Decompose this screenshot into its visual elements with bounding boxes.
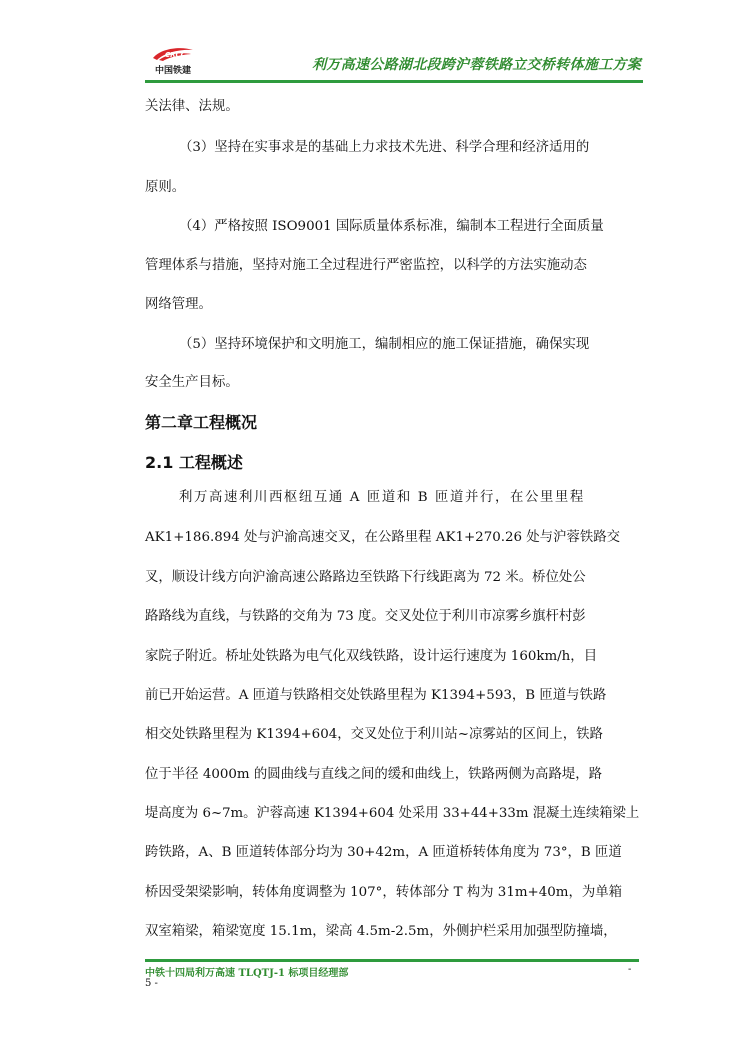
- crcc-swoosh-icon: [151, 46, 195, 62]
- svg-text:CRCC: CRCC: [165, 51, 186, 59]
- paragraph-line: （5）坚持环境保护和文明施工，编制相应的施工保证措施，确保实现: [179, 337, 590, 352]
- paragraph-line: 利万高速利川西枢纽互通 A 匝道和 B 匝道并行，在公里里程: [179, 490, 585, 505]
- paragraph-line: 家院子附近。桥址处铁路为电气化双线铁路，设计运行速度为 160km/h，目: [145, 649, 598, 664]
- paragraph-line: 路路线为直线，与铁路的交角为 73 度。交叉处位于利川市凉雾乡旗杆村彭: [145, 609, 586, 624]
- document-title: 利万高速公路湖北段跨沪蓉铁路立交桥转体施工方案: [312, 57, 641, 73]
- paragraph-line: 管理体系与措施，坚持对施工全过程进行严密监控，以科学的方法实施动态: [145, 258, 587, 273]
- footer-organization: 中铁十四局利万高速 TLQTJ-1 标项目经理部: [145, 968, 349, 979]
- paragraph-line: 叉，顺设计线方向沪渝高速公路路边至铁路下行线距离为 72 米。桥位处公: [145, 570, 586, 585]
- paragraph-line: （3）坚持在实事求是的基础上力求技术先进、科学合理和经济适用的: [179, 140, 590, 155]
- header-divider: [145, 80, 643, 83]
- paragraph-line: 堤高度为 6~7m。沪蓉高速 K1394+604 处采用 33+44+33m 混凝土连续箱梁上: [145, 806, 640, 821]
- paragraph-line: （4）严格按照 ISO9001 国际质量体系标准，编制本工程进行全面质量: [179, 219, 604, 234]
- paragraph-line: 网络管理。: [145, 297, 212, 312]
- paragraph-line: 安全生产目标。: [145, 375, 239, 390]
- paragraph-line: 双室箱梁，箱梁宽度 15.1m，梁高 4.5m-2.5m，外侧护栏采用加强型防撞墙，: [145, 924, 617, 939]
- paragraph-line: 位于半径 4000m 的圆曲线与直线之间的缓和曲线上，铁路两侧为高路堤，路: [145, 767, 603, 782]
- paragraph-line: 原则。: [145, 180, 186, 195]
- footer-divider: [145, 959, 639, 962]
- paragraph-line: 前已开始运营。A 匝道与铁路相交处铁路里程为 K1394+593，B 匝道与铁路: [145, 688, 607, 703]
- paragraph-line: 桥因受架梁影响，转体角度调整为 107°，转体部分 T 构为 31m+40m，为单箱: [145, 885, 623, 900]
- section-heading: 2.1 工程概述: [145, 453, 243, 472]
- paragraph-line: 跨铁路，A、B 匝道转体部分均为 30+42m，A 匝道桥转体角度为 73°，B 匝道: [145, 845, 622, 860]
- page-number: 5 -: [145, 978, 158, 989]
- company-logo: [145, 44, 201, 76]
- footer-dash: -: [628, 964, 632, 975]
- chapter-heading: 第二章工程概况: [145, 413, 258, 432]
- paragraph-line: AK1+186.894 处与沪渝高速交叉，在公路里程 AK1+270.26 处与沪蓉铁路交: [145, 530, 621, 545]
- paragraph-line: 相交处铁路里程为 K1394+604，交叉处位于利川站~凉雾站的区间上，铁路: [145, 727, 603, 742]
- paragraph-line: 关法律、法规。: [145, 99, 239, 114]
- page-header: [145, 44, 643, 78]
- logo-text: 中国铁建: [154, 66, 191, 76]
